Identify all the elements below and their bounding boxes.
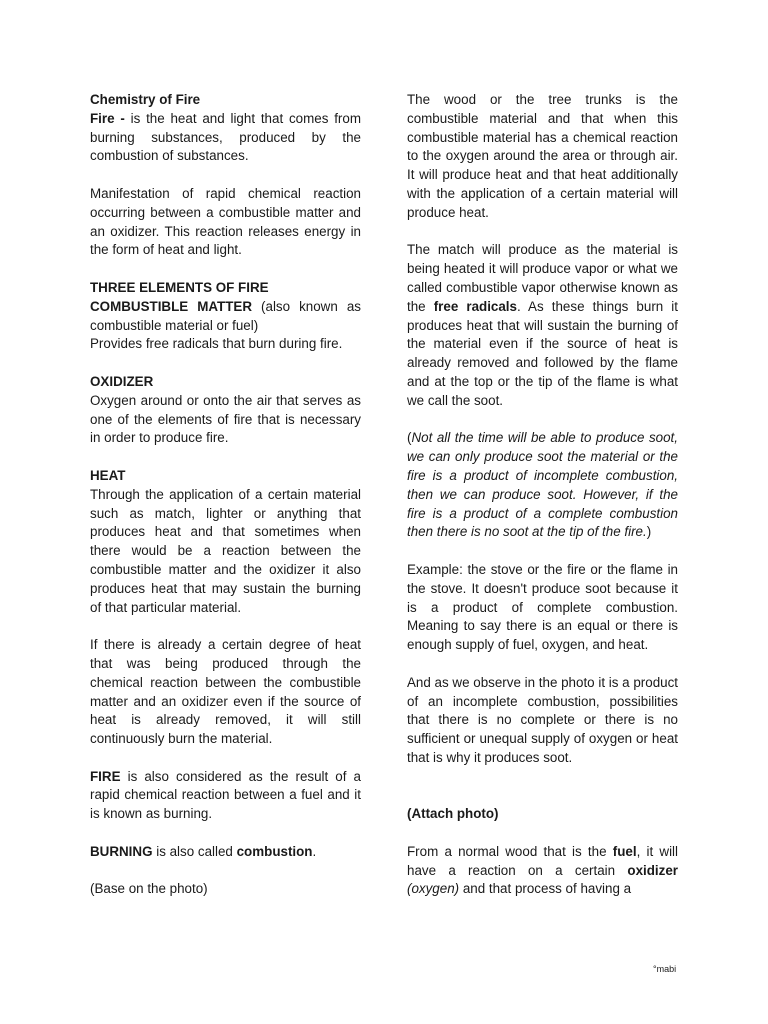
burning-term: BURNING (90, 843, 153, 859)
burning-paragraph: BURNING is also called combustion. (90, 843, 317, 859)
degree-paragraph: If there is already a certain degree of heat that was being produced through the chemical reaction between the combustible matter and an oxidizer even if the source of heat is already removed, it will still continuously burn the material. (90, 637, 361, 747)
fire-result-paragraph (90, 768, 361, 824)
combustible-text: (also known as combustible material or fuel) (90, 298, 361, 333)
fire-term: Fire - (90, 110, 125, 126)
combustible-description: Provides free radicals that burn during fire. (90, 336, 343, 352)
normal-wood-paragraph: From a normal wood that is the fuel, it will have a reaction on a certain oxidizer (oxygen) and that process of having a (407, 843, 679, 897)
free-radicals-term: free radicals (433, 298, 517, 314)
fire-result-term: FIRE (90, 768, 121, 784)
match-paragraph: The match will produce as the material is being heated it will produce vapor or what we called combustible vapor otherwise known as the free radicals. As these things burn it produces heat that will sustain the burning of the material even if the source of heat is already removed and followed by the flame and at the top or the tip of the flame is what we call the soot. (407, 242, 678, 408)
section-title (90, 91, 361, 110)
fire-definition (90, 110, 361, 166)
observe-paragraph: And as we observe in the photo it is a product of an incomplete combustion, possibilities that there is no complete or there is no sufficient or unequal supply of oxygen or heat that is why it produces soot. (407, 674, 678, 765)
wood-paragraph: The wood or the tree trunks is the combustible material and that when this combustible material has a chemical reaction to the oxygen around the area or through air. It will produce heat and that heat additionally with the application of a certain material will produce heat. (407, 92, 678, 220)
title-text: Chemistry of Fire (90, 92, 201, 107)
oxidizer-heading: OXIDIZER (90, 373, 154, 389)
soot-note: (Not all the time will be able to produce soot, we can only produce soot the material or the fire is a product of incomplete combustion, then we can produce soot. However, if the fire is a product of a complete combustion then there is no soot at the tip of the fire.) (407, 430, 678, 540)
attach-photo-note: (Attach photo) (407, 806, 499, 822)
right-column (407, 91, 678, 918)
fuel-term: fuel (612, 843, 637, 859)
combustible-term: COMBUSTIBLE MATTER (90, 298, 253, 314)
manifestation-paragraph: Manifestation of rapid chemical reaction occurring between a combustible matter and an oxidizer. This reaction releases energy in the form of heat and light. (90, 185, 361, 258)
heat-heading: HEAT (90, 467, 126, 483)
combustion-term: combustion (236, 843, 313, 859)
heat-description: Through the application of a certain material such as match, lighter or anything that produces heat and that sometimes when there would be a reaction between the combustible matter and the oxidizer it also produces heat that may sustain the burning of that particular material. (90, 486, 361, 615)
oxidizer-description: Oxygen around or onto the air that serves as one of the elements of fire that is necessary in order to produce fire. (90, 392, 361, 446)
fire-definition-text: is the heat and light that comes from burning substances, produced by the combustion of substances. (90, 110, 361, 164)
spacer (407, 786, 678, 805)
soot-note-italic: Not all the time will be able to produce soot, we can only produce soot the material or the fire is a product of incomplete combustion, then we can produce soot. However, if the fire is a product of a complete combustion then there is no soot at the tip of the fire. (407, 430, 678, 540)
example-paragraph: Example: the stove or the fire or the flame in the stove. It doesn't produce soot because it is a product of complete combustion. Meaning to say there is an equal or there is enough supply of fuel, oxygen, and heat. (407, 561, 678, 653)
elements-heading: THREE ELEMENTS OF FIRE (90, 279, 269, 295)
footer-mark: °mabi (653, 964, 677, 974)
fire-result-text: is also considered as the result of a rapid chemical reaction between a fuel and it is known as burning. (90, 768, 361, 822)
oxidizer-term: oxidizer (627, 862, 678, 878)
oxygen-term: (oxygen) (407, 881, 460, 897)
combustible-paragraph (90, 298, 361, 336)
base-photo-note: (Base on the photo) (90, 881, 208, 897)
left-column (90, 91, 361, 918)
